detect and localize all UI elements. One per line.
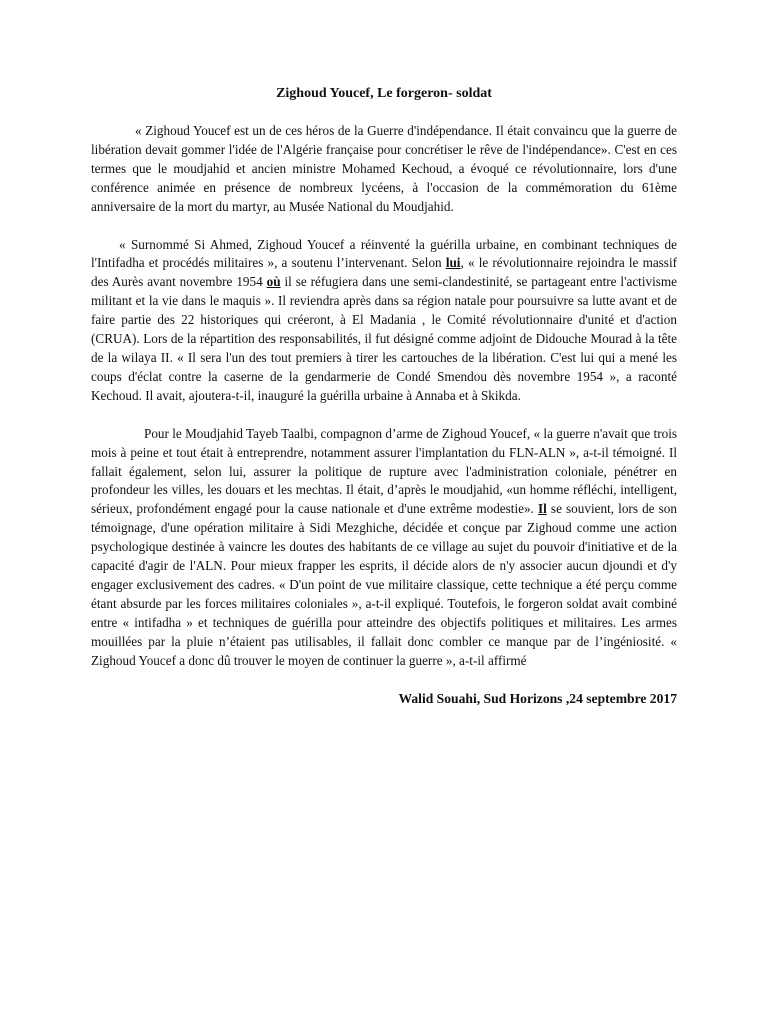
emphasis-il: Il [538,501,547,517]
document-page [91,84,677,708]
paragraph-2-text-1: « Surnommé Si Ahmed, Zighoud Youcef a réinventé la guérilla urbaine, en combinant techniques de l'Intifadha et procédés militaires », a soutenu l’intervenant. Selon [91,236,677,271]
paragraph-1: « Zighoud Youcef est un de ces héros de la Guerre d'indépendance. Il était convaincu que la guerre de libération devait gommer l'idée de l'Algérie française pour concrétiser le rêve de l'indépendance». C'est en ces termes que le moudjahid et ancien ministre Mohamed Kechoud, a évoqué ce révolutionnaire, lors d'une conférence animée en présence de nombreux lycéens, à l'occasion de la commémoration du 61ème anniversaire de la mort du martyr, au Musée National du Moudjahid. [91,123,677,214]
emphasis-ou: où [266,274,281,290]
document-title: Zighoud Youcef, Le forgeron- soldat [276,86,492,101]
paragraph-3-text-1: Pour le Moudjahid Tayeb Taalbi, compagnon d’arme de Zighoud Youcef, « la guerre n'avait que trois mois à peine et tout était à entreprendre, notamment assurer l'implantation du FLN-ALN », a-t-il témoigné. Il fallait également, selon lui, assurer la politique de rupture avec l'administration coloniale, pénétrer en profondeur les villes, les douars et les mechtas. Il était, d’après le moudjahid, «un homme réfléchi, intelligent, sérieux, profondément engagé pour la cause nationale et d'une extrême modestie». [91,425,677,517]
paragraph-3 [91,425,677,671]
paragraph-2 [91,236,677,406]
emphasis-lui: lui [445,255,461,271]
paragraph-2-text-2: , « le révolutionnaire rejoindra le massif des Aurès avant novembre 1954 [91,255,677,290]
author-signature: Walid Souahi, Sud Horizons ,24 septembre 2017 [398,691,677,707]
paragraph-3-text-2: se souvient, lors de son témoignage, d'une opération militaire à Sidi Mezghiche, décidée et conçue par Zighoud comme une action psychologique destinée à vaincre les doutes des habitants de ce village au sujet du pouvoir d'initiative et de la capacité d'agir de l'ALN. Pour mieux frapper les esprits, il décide alors de n'y associer aucun djoundi et d'y engager exclusivement des cadres. « D'un point de vue militaire classique, cette technique a été perçu comme étant absurde par les forces militaires coloniales », a-t-il expliqué. Toutefois, le forgeron soldat avait combiné entre « intifadha » et techniques de guérilla pour atteindre des objectifs politiques et militaires. Les armes mouillées par la pluie n’étaient pas utilisables, il fallait donc combler ce manque par de l’ingéniosité. « Zighoud Youcef a donc dû trouver le moyen de continuer la guerre », a-t-il affirmé [91,501,677,668]
paragraph-2-text-3: il se réfugiera dans une semi-clandestinité, se partageant entre l'activisme militant et la vie dans le maquis ». Il reviendra après dans sa région natale pour poursuivre sa lutte avant et de faire partie des 22 historiques qui créeront, à El Madania , le Comité révolutionnaire d'unité et d'action (CRUA). Lors de la répartition des responsabilités, il fut désigné comme adjoint de Didouche Mourad à la tête de la wilaya II. « Il sera l'un des tout premiers à tirer les cartouches de la libération. C'est lui qui a mené les coups d'éclat contre la caserne de la gendarmerie de Condé Smendou dès novembre 1954 », a raconté Kechoud. Il avait, ajoutera-t-il, inauguré la guérilla urbaine à Annaba et à Skikda. [91,274,678,403]
